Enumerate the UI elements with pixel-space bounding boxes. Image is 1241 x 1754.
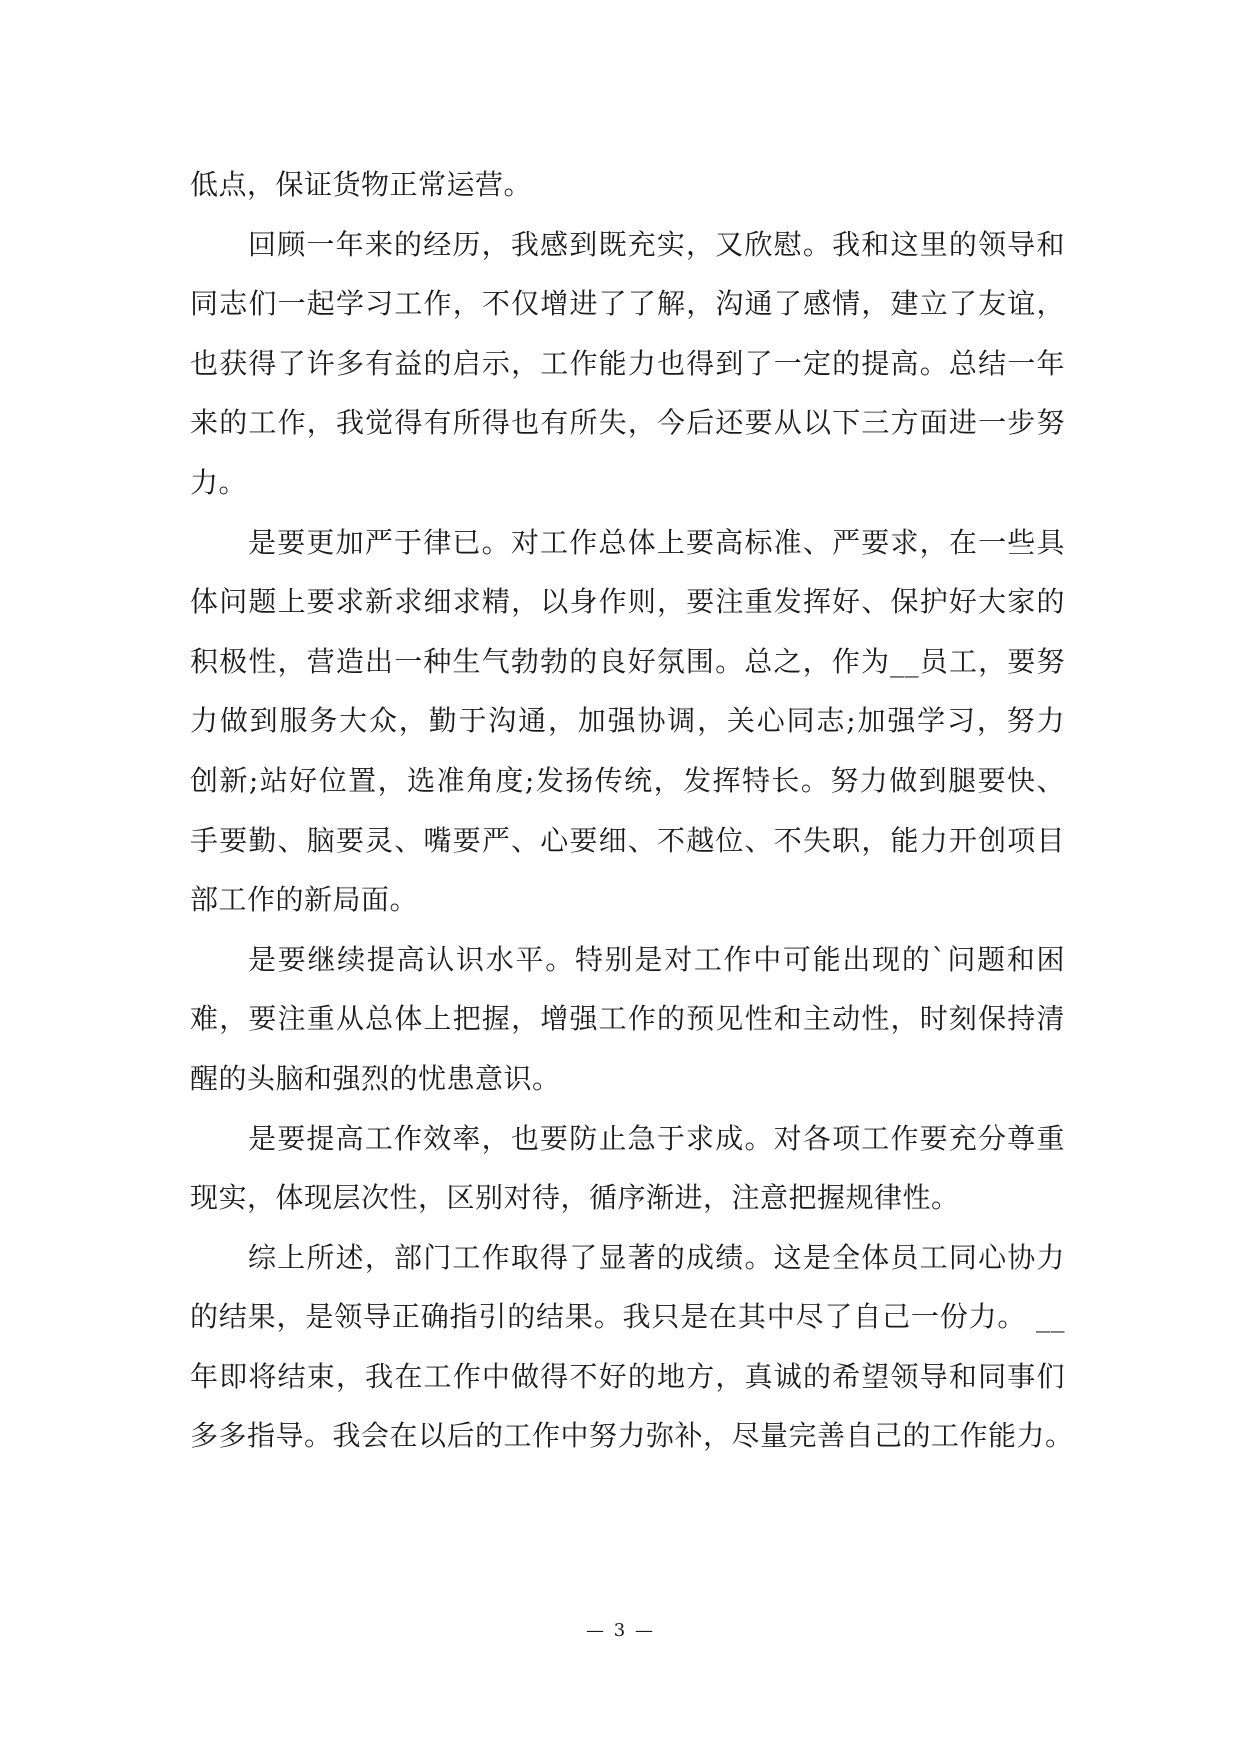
text-line: 体问题上要求新求细求精，以身作则，要注重发挥好、保护好大家的 (190, 585, 1065, 619)
text-line: 是要继续提高认识水平。特别是对工作中可能出现的`问题和困 (248, 942, 1065, 976)
text-line: 手要勤、脑要灵、嘴要严、心要细、不越位、不失职，能力开创项目 (190, 823, 1065, 857)
text-line: 综上所述，部门工作取得了显著的成绩。这是全体员工同心协力 (248, 1240, 1065, 1274)
text-line: 力做到服务大众，勤于沟通，加强协调，关心同志;加强学习，努力 (190, 704, 1065, 738)
text-line: 现实，体现层次性，区别对待，循序渐进，注意把握规律性。 (190, 1181, 960, 1215)
text-line: 多多指导。我会在以后的工作中努力弥补，尽量完善自己的工作能力。 (190, 1419, 1074, 1453)
body-text (190, 155, 1074, 1466)
text-line: 低点，保证货物正常运营。 (190, 168, 533, 201)
text-line: 难，要注重从总体上把握，增强工作的预见性和主动性，时刻保持清 (190, 1002, 1065, 1036)
text-line: 积极性，营造出一种生气勃勃的良好氛围。总之，作为__员工，要努 (190, 644, 1065, 678)
text-line: 是要提高工作效率，也要防止急于求成。对各项工作要充分尊重 (248, 1121, 1065, 1155)
text-line: 同志们一起学习工作，不仅增进了了解，沟通了感情，建立了友谊， (190, 287, 1065, 321)
text-line: 来的工作，我觉得有所得也有所失，今后还要从以下三方面进一步努 (190, 406, 1065, 440)
text-line: 的结果，是领导正确指引的结果。我只是在其中尽了自己一份力。 __ (190, 1300, 1065, 1334)
text-line: 部工作的新局面。 (190, 883, 419, 917)
text-line: 创新;站好位置，选准角度;发扬传统，发挥特长。努力做到腿要快、 (190, 763, 1065, 797)
text-line: 是要更加严于律已。对工作总体上要高标准、严要求，在一些具 (248, 525, 1065, 559)
page-number: — 3 — (586, 1620, 655, 1641)
text-line: 年即将结束，我在工作中做得不好的地方，真诚的希望领导和同事们 (190, 1359, 1065, 1393)
text-line: 也获得了许多有益的启示，工作能力也得到了一定的提高。总结一年 (190, 346, 1065, 380)
text-line: 回顾一年来的经历，我感到既充实，又欣慰。我和这里的领导和 (248, 227, 1065, 261)
text-line: 力。 (190, 465, 248, 499)
text-line: 醒的头脑和强烈的忧患意识。 (190, 1061, 561, 1095)
